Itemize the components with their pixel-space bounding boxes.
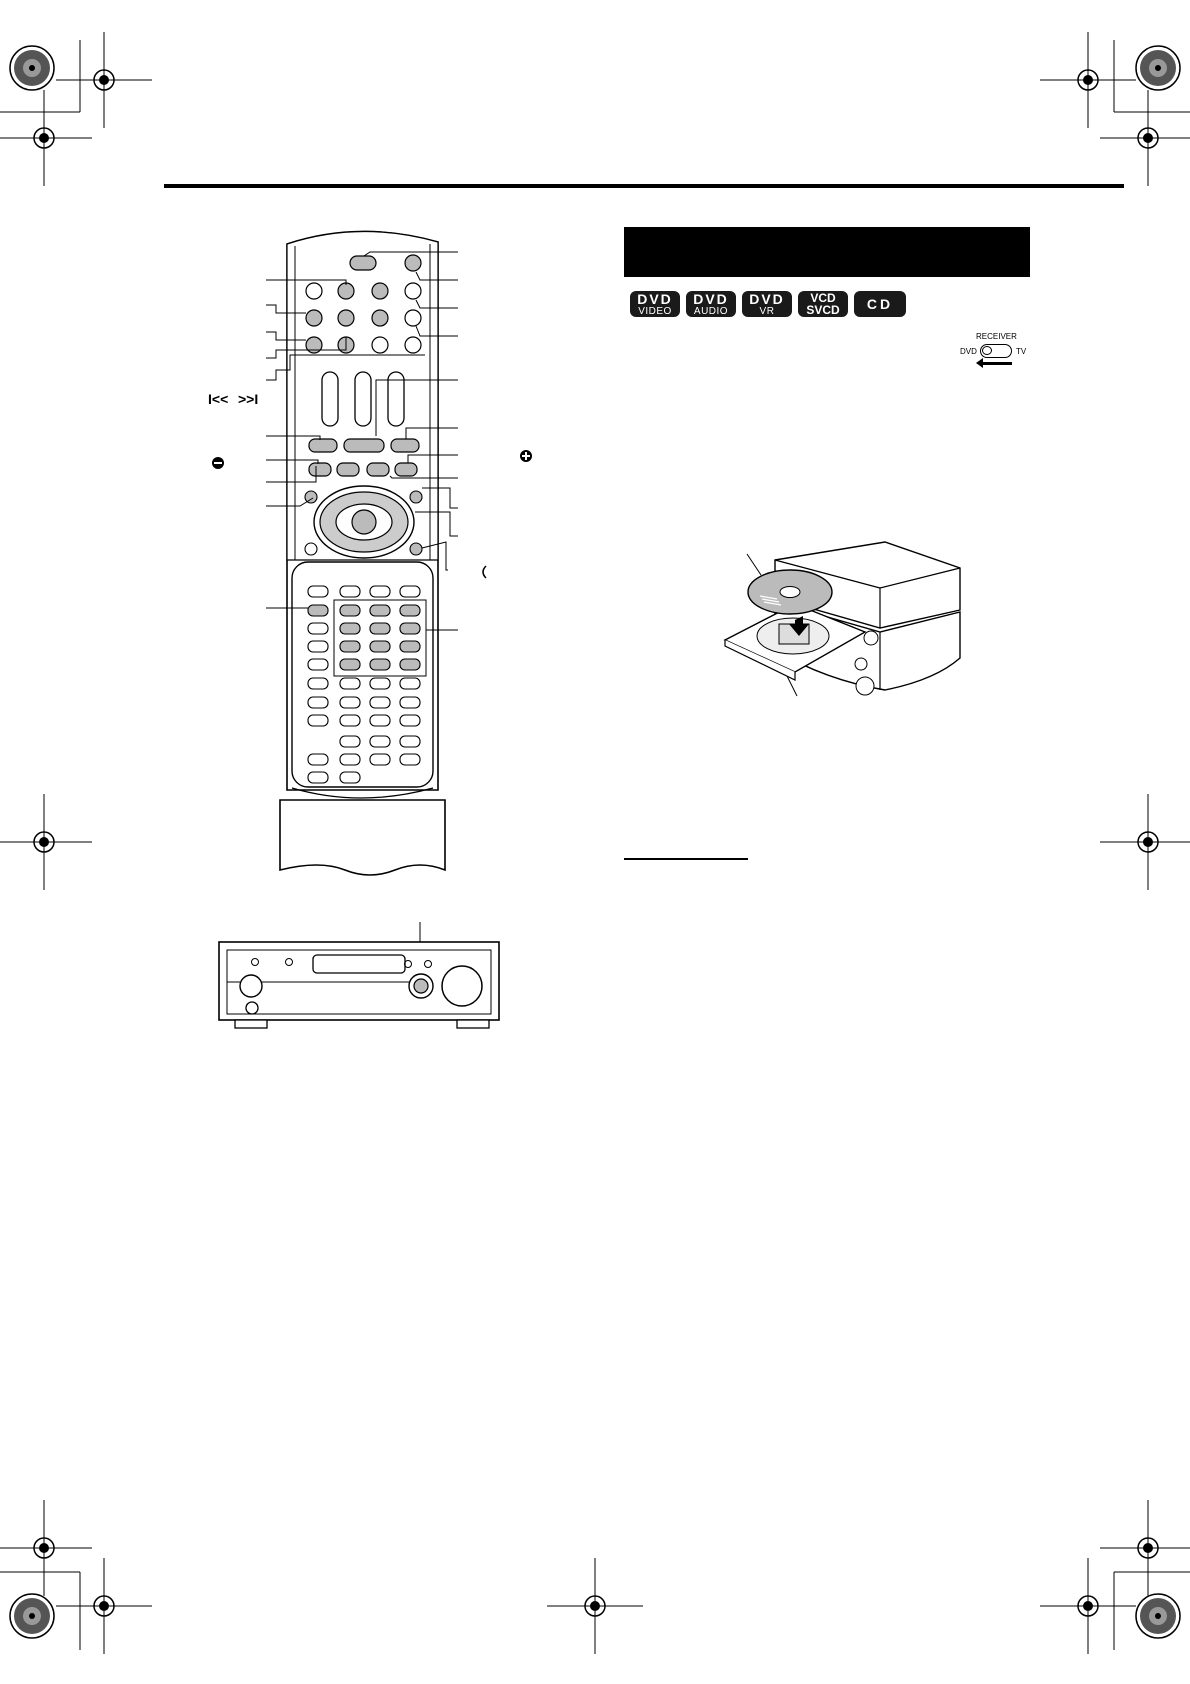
- arrow-left-icon: [982, 362, 1012, 365]
- crosshair-icon: [0, 794, 92, 890]
- notes-rule: [624, 858, 748, 860]
- badge-dvd-audio: [686, 291, 736, 317]
- crosshair-icon: [1040, 32, 1136, 128]
- disc-tray-illustration: [715, 540, 965, 710]
- switch-tv-label: TV: [1016, 347, 1027, 356]
- color-wheel-icon: [10, 1594, 54, 1638]
- crosshair-icon: [56, 32, 152, 128]
- badge-dvd-vr: [742, 291, 792, 317]
- crosshair-icon: [1100, 794, 1190, 890]
- disc-type-badges: [630, 291, 906, 317]
- badge-bottom: VIDEO: [638, 305, 672, 317]
- color-wheel-icon: [1136, 1594, 1180, 1638]
- switch-receiver-label: RECEIVER: [976, 332, 1017, 341]
- badge-bottom: AUDIO: [693, 305, 729, 317]
- badge-top: CD: [866, 296, 894, 312]
- crosshair-icon: [547, 1558, 643, 1654]
- badge-dvd-video: [630, 291, 680, 317]
- badge-vcd-svcd: [798, 291, 848, 317]
- skip-back-icon: I<<: [208, 391, 229, 407]
- crosshair-icon: [0, 1500, 92, 1596]
- switch-dvd-label: DVD: [960, 347, 977, 356]
- crosshair-icon: [0, 90, 92, 186]
- badge-bottom: VR: [759, 305, 775, 317]
- receiver-front-panel: [215, 920, 505, 1030]
- color-wheel-icon: [10, 46, 54, 90]
- color-wheel-icon: [1136, 46, 1180, 90]
- remote-control-illustration: [180, 210, 540, 890]
- switch-slider: [980, 344, 1012, 358]
- badge-bottom: SVCD: [806, 303, 840, 317]
- skip-forward-icon: >>I: [238, 391, 259, 407]
- badge-top: DVD: [693, 290, 729, 307]
- badge-top: VCD: [810, 291, 836, 305]
- return-icon: [483, 566, 486, 578]
- badge-top: DVD: [749, 290, 785, 307]
- section-title-banner: [624, 227, 1030, 277]
- mode-switch-diagram: [960, 330, 1030, 370]
- badge-top: DVD: [637, 290, 673, 307]
- header-rule: [164, 184, 1124, 188]
- badge-cd: [854, 291, 906, 317]
